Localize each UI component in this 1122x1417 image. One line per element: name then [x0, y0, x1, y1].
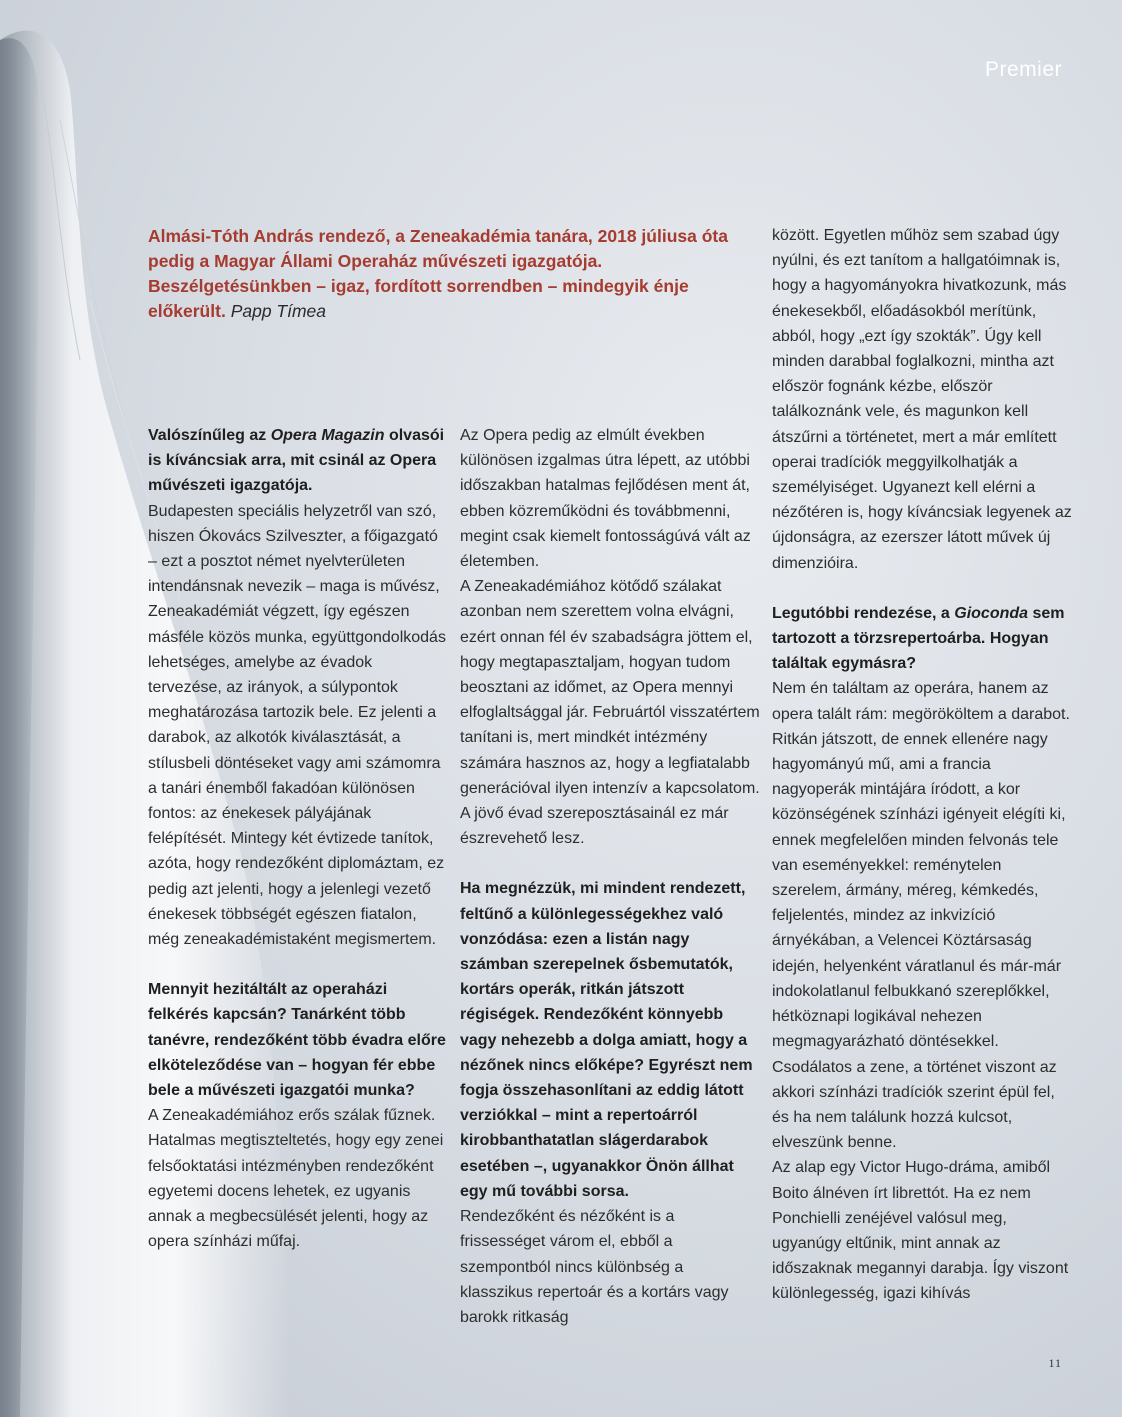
page-number: 11 — [1048, 1356, 1062, 1370]
answer-3: Rendezőként és nézőként is a frissességet várom el, ebből a szempontból nincs különbség a klasszikus repertoár és a kortárs vagy barokk ritkaság — [460, 1208, 729, 1326]
answer-2-part-b: A Zeneakadémiához kötődő szálakat azonban nem szerettem volna elvágni, ezért onnan fél év szabadságra jöttem el, hogy megtapasztaljam, hogyan tudom beosztani az időmet, az Opera mennyi elfoglaltsággal jár. Februártól visszatértem tanítani is, mert mindkét intézmény számára hasznos az, hogy a legfiatalabb generációval ilyen intenzív a kapcsolatom. A jövő évad szereposztásainál ez már észrevehető lesz. — [460, 578, 760, 848]
answer-1: Budapesten speciális helyzetről van szó, hiszen Ókovács Szilveszter, a főigazgató – ezt a posztot német nyelvterületen intendánsnak nevezik – maga is művész, Zeneakadémiát végzett, így egészen másféle közös munka, együttgondolkodás lehetséges, amelybe az évadok tervezése, az irányok, a súlypontok meghatározása tartozik bele. Ez jelenti a darabok, az alkotók kiválasztását, a stílusbeli döntéseket vagy ami számomra a tanári énemből fakadóan különösen fontos: az énekesek pályájának felépítését. Mintegy két évtizede tanítok, azóta, hogy rendezőként diplomáztam, ez pedig azt jelenti, hogy a jelenlegi vezető énekesek többségét egészen fiatalon, még zeneakadémistaként megismertem. — [148, 502, 446, 949]
answer-2-continued: Az Opera pedig az elmúlt években különösen izgalmas útra lépett, az utóbbi időszakban hatalmas fejlődésen ment át, ebben közreműködni és továbbmenni, megint csak kiemelt fontosságúvá vált az életemben. — [460, 427, 751, 571]
question-4: Legutóbbi rendezése, a Gioconda sem tartozott a törzsrepertoárba. Hogyan találtak egymásra? — [772, 604, 1065, 673]
question-2: Mennyit hezitáltált az operaházi felkérés kapcsán? Tanárként több tanévre, rendezőként több évadra előre elköteleződése van – hogyan fér ebbe bele a művészeti igazgatói munka? — [148, 981, 446, 1100]
lead-text: Almási-Tóth András rendező, a Zeneakadémia tanára, 2018 júliusa óta pedig a Magyar Állami Operaház művészeti igazgatója. Beszélgetésünkben – igaz, fordított sorrendben – mindegyik énje előkerült. — [148, 226, 728, 321]
section-label: Premier — [984, 58, 1062, 81]
text-column-1 — [148, 423, 448, 1255]
question-3: Ha megnézzük, mi mindent rendezett, feltűnő a különlegességekhez való vonzódása: ezen a listán nagy számban szerepelnek ősbemutatók, kortárs operák, ritkán játszott régiségek. Rendezőként könnyebb vagy nehezebb a dolga amiatt, hogy a nézőnek nincs előképe? Egyrészt nem fogja összehasonlítani az eddig látott verziókkal – mint a repertoárról kirobbanthatatlan slágerdarabok esetében –, ugyanakkor Önön állhat egy mű további sorsa. — [460, 880, 753, 1200]
question-1: Valószínűleg az Opera Magazin olvasói is kíváncsiak arra, mit csinál az Opera művészeti igazgatója. — [148, 427, 445, 495]
answer-3-continued: között. Egyetlen műhöz sem szabad úgy nyúlni, és ezt tanítom a hallgatóimnak is, hogy a hagyományokra hivatkozunk, más énekesekből, előadásokból merítünk, abból, hogy „ezt így szokták”. Úgy kell minden darabbal foglalkozni, mintha azt először fognánk kézbe, először találkoznánk vele, és magunkon kell átszűrni a történetet, mert a már említett operai tradíciók meggyilkolhatják a személyiséget. Ugyanezt kell elérni a nézőtéren is, hogy kíváncsiak legyenek az újdonságra, az ezerszer látott művek új dimenzióira. — [772, 227, 1072, 572]
answer-4: Nem én találtam az operára, hanem az opera talált rám: megörököltem a darabot. Ritkán játszott, de ennek ellenére nagy hagyományú mű, ami a francia nagyoperák mintájára íródott, a kor közönségének színházi igényeit elégíti ki, ennek megfelelően minden felvonás tele van eseményekkel: reménytelen szerelem, ármány, méreg, kémkedés, feljelentés, mindez az inkvizíció árnyékában, a Velencei Köztársaság idején, helyenként váratlanul és már-már indokolatlanul felbukkanó szereplőkkel, hétköznapi logikával nehezen megmagyarázható döntésekkel. Csodálatos a zene, a történet viszont az akkori színházi tradíciók szerint épül fel, és ha nem találunk hozzá kulcsot, elveszünk benne. — [772, 680, 1070, 1152]
text-column-3 — [772, 223, 1072, 1307]
author-name: Papp Tímea — [230, 301, 327, 321]
text-column-2 — [460, 423, 760, 1330]
lead-paragraph — [148, 224, 748, 324]
answer-2: A Zeneakadémiához erős szálak fűznek. Hatalmas megtiszteltetés, hogy egy zenei felsőoktatási intézményben rendezőként egyetemi docens lehetek, ez ugyanis annak a megbecsülését jelenti, hogy az opera színházi műfaj. — [148, 1107, 444, 1251]
answer-4-part-b: Az alap egy Victor Hugo-dráma, amiből Boito álnéven írt librettót. Ha ez nem Ponchielli zenéjével valósul meg, ugyanúgy eltűnik, mint annak az időszaknak megannyi darabja. Így viszont különlegesség, igazi kihívás — [772, 1159, 1069, 1303]
